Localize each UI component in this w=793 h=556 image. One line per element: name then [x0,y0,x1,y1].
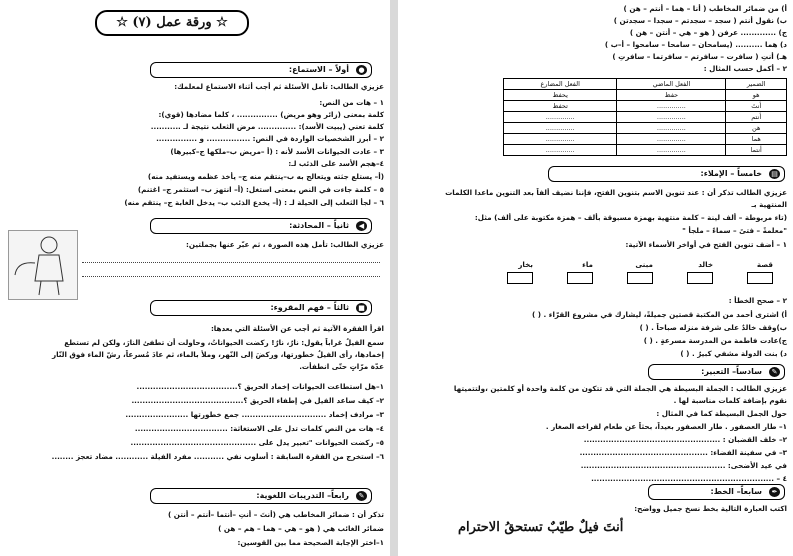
reading-heading: ثالثاً – فهم المقروء: [270,303,349,312]
worksheet-title: ☆ ورقة عمل (٧) ☆ [95,10,249,36]
answer-box[interactable] [567,272,593,284]
expression-line: ٣– في سفينة الفضاء: ............................................... [579,448,787,457]
megaphone-icon: ◀ [356,221,367,231]
firefighter-drawing [8,230,78,300]
word-item: مبنى [635,260,653,269]
table-row [504,79,787,90]
conversation-heading: ثانياً – المحادثة: [289,221,349,230]
table-row [504,90,787,101]
expression-line: ٤ – ................................................................... [591,474,787,483]
conversation-line: عزيزي الطالب: تأمل هذه الصورة ، ثم عبّر عنها بجملتين: [186,240,384,249]
table-cell: .............. [617,112,726,123]
listening-heading: أولاً – الاستماع: [288,65,349,74]
grammar-section-header [150,488,372,504]
reading-line: ٤– هات من النص كلمات تدل على الاستغاثة: .................................. [134,424,384,433]
word-item: قصة [756,260,773,269]
dictation-line: "معلمةً – فتىً – سماءً – ملجأً " [682,226,787,235]
pencil-icon: ✎ [356,491,367,501]
listening-line: ٣ – عادت الحيوانات الأسد لأنه : (أ –مريض ب–ملكها ج–كبيرها) [170,147,384,156]
reading-section-header [150,300,372,316]
handwriting-phrase: أنتَ فيلٌ طيّبٌ تستحقُ الاحترام [458,520,624,535]
listening-line: ٤–هجم الأسد على الذئب لـ: [288,159,384,168]
expression-line: ٢– خلف القضبان : .................................................. [583,435,787,444]
table-cell: تحفظ [504,101,617,112]
correct-line: ج)عادت فاطمة من المدرسة مسرعةٍ . ( ) [643,336,787,345]
reading-line: إخمادها، رأى الفيلُ خطورتها، وركضَ إلى النّهرِ، وملأ بالماء، ثم عادَ مُسرعاً، رشّ الماء فوق النّار [51,350,384,359]
table-row [504,101,787,112]
reading-line: ٢– كيف ساعد الفيل في إطفاء الحريق ؟......................................... [131,396,384,405]
listening-line: كلمة بمعنى (زائر وهو مريض) ............... ، كلما مضادها (قوي): [158,110,384,119]
dictation-line: ١ – أضف تنوين الفتح في أواخر الأسماء الآتية: [625,240,787,249]
table-cell: أنتَ [726,101,787,112]
table-cell: هما [726,134,787,145]
grammar-line: ضمائر الغائب هي ( هو – هي – هما – هم – هن ) [218,524,384,533]
table-cell: أنتما [726,145,787,156]
book-icon: ■ [356,303,367,313]
grammar-choice-line: ٢ – أكمل حسب المثال : [703,64,787,73]
table-cell: هن [726,123,787,134]
table-header: الضمير [726,79,787,90]
expression-line: نقوم بإضافة كلمات مناسبة لها . [673,396,787,405]
reading-line: ٦– استخرج من الفقرة السابقة : أسلوب نفي ........... مفرد الفيلة ............ مضاد تعجز ........ [51,452,384,461]
pen-icon: ✒ [769,487,780,497]
table-cell: .............. [617,123,726,134]
reading-line: سمع الفيلُ غراباً يقول: نارٌ، نارٌ! ركضت الحيواناتُ، وحاولت أن تطفئ النارَ، ولكن لم تستطع [64,338,384,347]
listening-line: كلمة تعني (يبيت الأسد): .............. مرض الثعلب نتيجة لـ ........... [150,122,384,131]
grammar-choice-line: ج) ............. عرفن ( هو – هي – أنتن – هن ) [629,28,787,37]
answer-box[interactable] [627,272,653,284]
word-item: بخار [518,260,533,269]
reading-line: ١–هل استطاعت الحيوانات إخماد الحريق ؟..................................... [136,382,384,391]
document-icon: ▤ [769,169,780,179]
correct-line: د) بنت الدولة مشفىٍ كبيرٌ . ( ) [680,349,787,358]
reading-line: اقرأ الفقرة الآتية ثم أجب عن الأسئلة التي بعدها: [210,324,384,333]
table-cell: .............. [504,123,617,134]
reading-line: ٥– ركضت الحيوانات "تعبير يدل على .............................................. [130,438,384,447]
table-header: الفعل الماضي [617,79,726,90]
table-row [504,145,787,156]
table-row [504,112,787,123]
answer-box[interactable] [687,272,713,284]
listening-line: ٢ – أبرز الشخصيات الواردة في النص: ................ و ............... [156,134,384,143]
table-header: الفعل المضارع [504,79,617,90]
answer-box[interactable] [507,272,533,284]
listening-line: (أ– يستلع جثته ويتعالج به ب–ينتقم منه ج– يأخذ عظمه ويستفيد منه) [147,172,384,181]
expression-line: في عيد الأضحى: ..................................................... [580,461,787,470]
table-cell: .............. [504,134,617,145]
correct-heading: ٢ – صحح الخطأ : [728,296,787,305]
correct-line: ب)وقف خالدٌ على شرفة منزله صباحاً . ( ) [639,323,787,332]
table-cell: يحفظ [504,90,617,101]
dictation-line: (تاء مربوطة – ألف لينة – كلمة منتهية بهمزة مسبوقة بألف – همزة مكتوبة على ألف) مثل: [474,213,787,222]
listening-line: ١ – هات من النص: [319,98,384,107]
expression-line: حول الجمل البسيطة كما في المثال : [656,409,787,418]
listening-line: ٦ – لجأ الثعلب إلى الحيلة لـ : (أ– يخدع الذئب ب– يدخل الغابة ج– ينتقم منه) [124,198,384,207]
grammar-choice-line: ب) نقول أنتم ( سجد – سجدتم – سجدا – سجدتن ) [613,16,787,25]
handwriting-section-header [648,484,785,500]
handwriting-heading: سابعاً– الخط: [710,487,762,496]
grammar-line: ١–اختر الإجابة الصحيحة مما بين القوسين: [237,538,384,547]
dictation-heading: خامساً – الإملاء: [700,169,762,178]
expression-heading: سادساً– التعبير: [701,367,762,376]
table-row [504,134,787,145]
answer-dots [82,276,380,277]
word-item: خالد [698,260,713,269]
dictation-section-header [548,166,785,182]
table-cell: .............. [504,145,617,156]
grammar-choice-line: هـ) أنتِ ( سافرت – سافرتم – سافرتما – سافرتِ ) [612,52,787,61]
verb-table [503,78,787,156]
grammar-choice-line: د) هما .......... (يسامحان – سامحا – سامحوا – أ–ب ) [604,40,787,49]
pencil-icon: ✎ [769,367,780,377]
table-row [504,123,787,134]
table-cell: .............. [617,145,726,156]
grammar-heading: رابعاً– التدريبات اللغوية: [256,491,349,500]
right-page [398,0,793,556]
correct-line: أ) اشترى أحمد من المكتبة قصتين جميلةً، ليشارك في مشروع القرّاء . ( ) [531,310,787,319]
listening-line: ٥ – كلمة جاءت في النص بمعنى استغل: (أ– انتهز ب– استثمر ج– اغتنم) [137,185,384,194]
expression-section-header [648,364,785,380]
grammar-line: تذكر أن : ضمائر المخاطب هي (أنتَ – أنتِ –أنتما –أنتم – أنتن ) [167,510,384,519]
expression-line: ١– طار العصفور . طار العصفور بعيداً، بحثاً عن طعام لفراخه الصغار . [545,422,787,431]
table-cell: .............. [617,101,726,112]
dictation-line: المنتهية بـ [751,200,787,209]
table-cell: أنتم [726,112,787,123]
table-cell: حفظ [617,90,726,101]
word-item: ماء [582,260,593,269]
reading-line: ٣– مرادف إخماد ............................... جمع خطورتها ....................... [125,410,384,419]
dictation-line: عزيزي الطالب تذكر أن : عند تنوين الاسم بتنوين الفتح، فإننا نضيف ألفاً بعد التنوين ماعدا الكلمات [445,188,787,197]
expression-line: عزيزي الطالب : الجملة البسيطة هي الجملة التي قد تتكون من كلمة واحدة أو كلمتين ،ولتتميتها [453,384,787,393]
listening-section-header [150,62,372,78]
table-cell: .............. [617,134,726,145]
answer-box[interactable] [747,272,773,284]
table-cell: .............. [504,112,617,123]
grammar-choice-line: أ) من ضمائر المخاطب ( أنا – هما – أنتم – هن ) [623,4,787,13]
left-page [0,0,390,556]
listening-line: عزيزي الطالب: تأمل الأسئلة ثم أجب أثناء الاستماع لمعلمك: [174,82,384,91]
ear-icon: ● [356,65,367,75]
table-cell: هو [726,90,787,101]
conversation-section-header [150,218,372,234]
handwriting-instruction: اكتب العبارة التالية بخط نسخ جميل وواضح: [634,504,787,513]
reading-line: عدّة مرّاتٍ حتّى انطفأت. [299,362,384,371]
page-gutter [390,0,398,556]
answer-dots [82,262,380,263]
